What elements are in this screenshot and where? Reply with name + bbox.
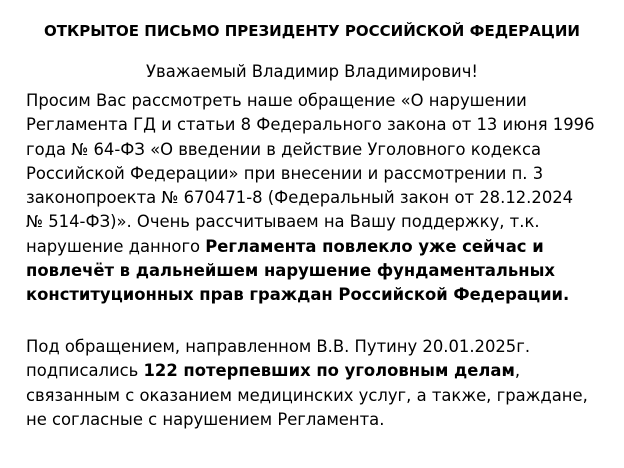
paragraph-1-line-9-emphasis: конституционных прав граждан Российской Федерации. bbox=[26, 285, 570, 305]
paragraph-1 bbox=[26, 89, 606, 308]
paragraph-1-line-7 bbox=[26, 235, 606, 259]
paragraph-2-line-4: не согласные с нарушением Регламента. bbox=[26, 409, 385, 429]
paragraph-2-line-2-emphasis: 122 потерпевших по уголовным делам bbox=[143, 361, 515, 381]
paragraph-2-line-2-end: , bbox=[514, 361, 521, 381]
paragraph-1-line-2: Регламента ГД и статьи 8 Федерального закона от 13 июня 1996 bbox=[26, 115, 595, 135]
paragraph-1-line-7-emphasis: Регламента повлекло уже сейчас и bbox=[205, 236, 544, 256]
paragraph-1-line-4: Российской Федерации» при внесении и рассмотрении п. 3 bbox=[26, 163, 544, 183]
paragraph-1-line-5: законопроекта № 670471-8 (Федеральный закон от 28.12.2024 bbox=[26, 188, 574, 208]
paragraph-1-line-1: Просим Вас рассмотреть наше обращение «О нарушении bbox=[26, 91, 527, 110]
page-title: ОТКРЫТОЕ ПИСЬМО ПРЕЗИДЕНТУ РОССИЙСКОЙ ФЕДЕРАЦИИ bbox=[44, 22, 580, 40]
paragraph-1-line-7-text: нарушение данного bbox=[26, 236, 206, 256]
paragraph-2-line-2 bbox=[26, 359, 606, 383]
paragraph-2-line-1: Под обращением, направленном В.В. Путину 20.01.2025г. bbox=[26, 337, 531, 356]
paragraph-2 bbox=[26, 335, 606, 432]
paragraph-1-line-6: № 514-ФЗ)». Очень рассчитываем на Вашу поддержку, т.к. bbox=[26, 212, 540, 232]
greeting: Уважаемый Владимир Владимирович! bbox=[146, 62, 478, 81]
paragraph-1-line-3: года № 64-ФЗ «О введении в действие Уголовного кодекса bbox=[26, 139, 542, 159]
paragraph-2-line-2-text: подписались bbox=[26, 361, 144, 381]
paragraph-2-line-3: связанным с оказанием медицинских услуг, а также, граждане, bbox=[26, 385, 588, 405]
paragraph-1-line-8-emphasis: повлечёт в дальнейшем нарушение фундаментальных bbox=[26, 261, 555, 281]
